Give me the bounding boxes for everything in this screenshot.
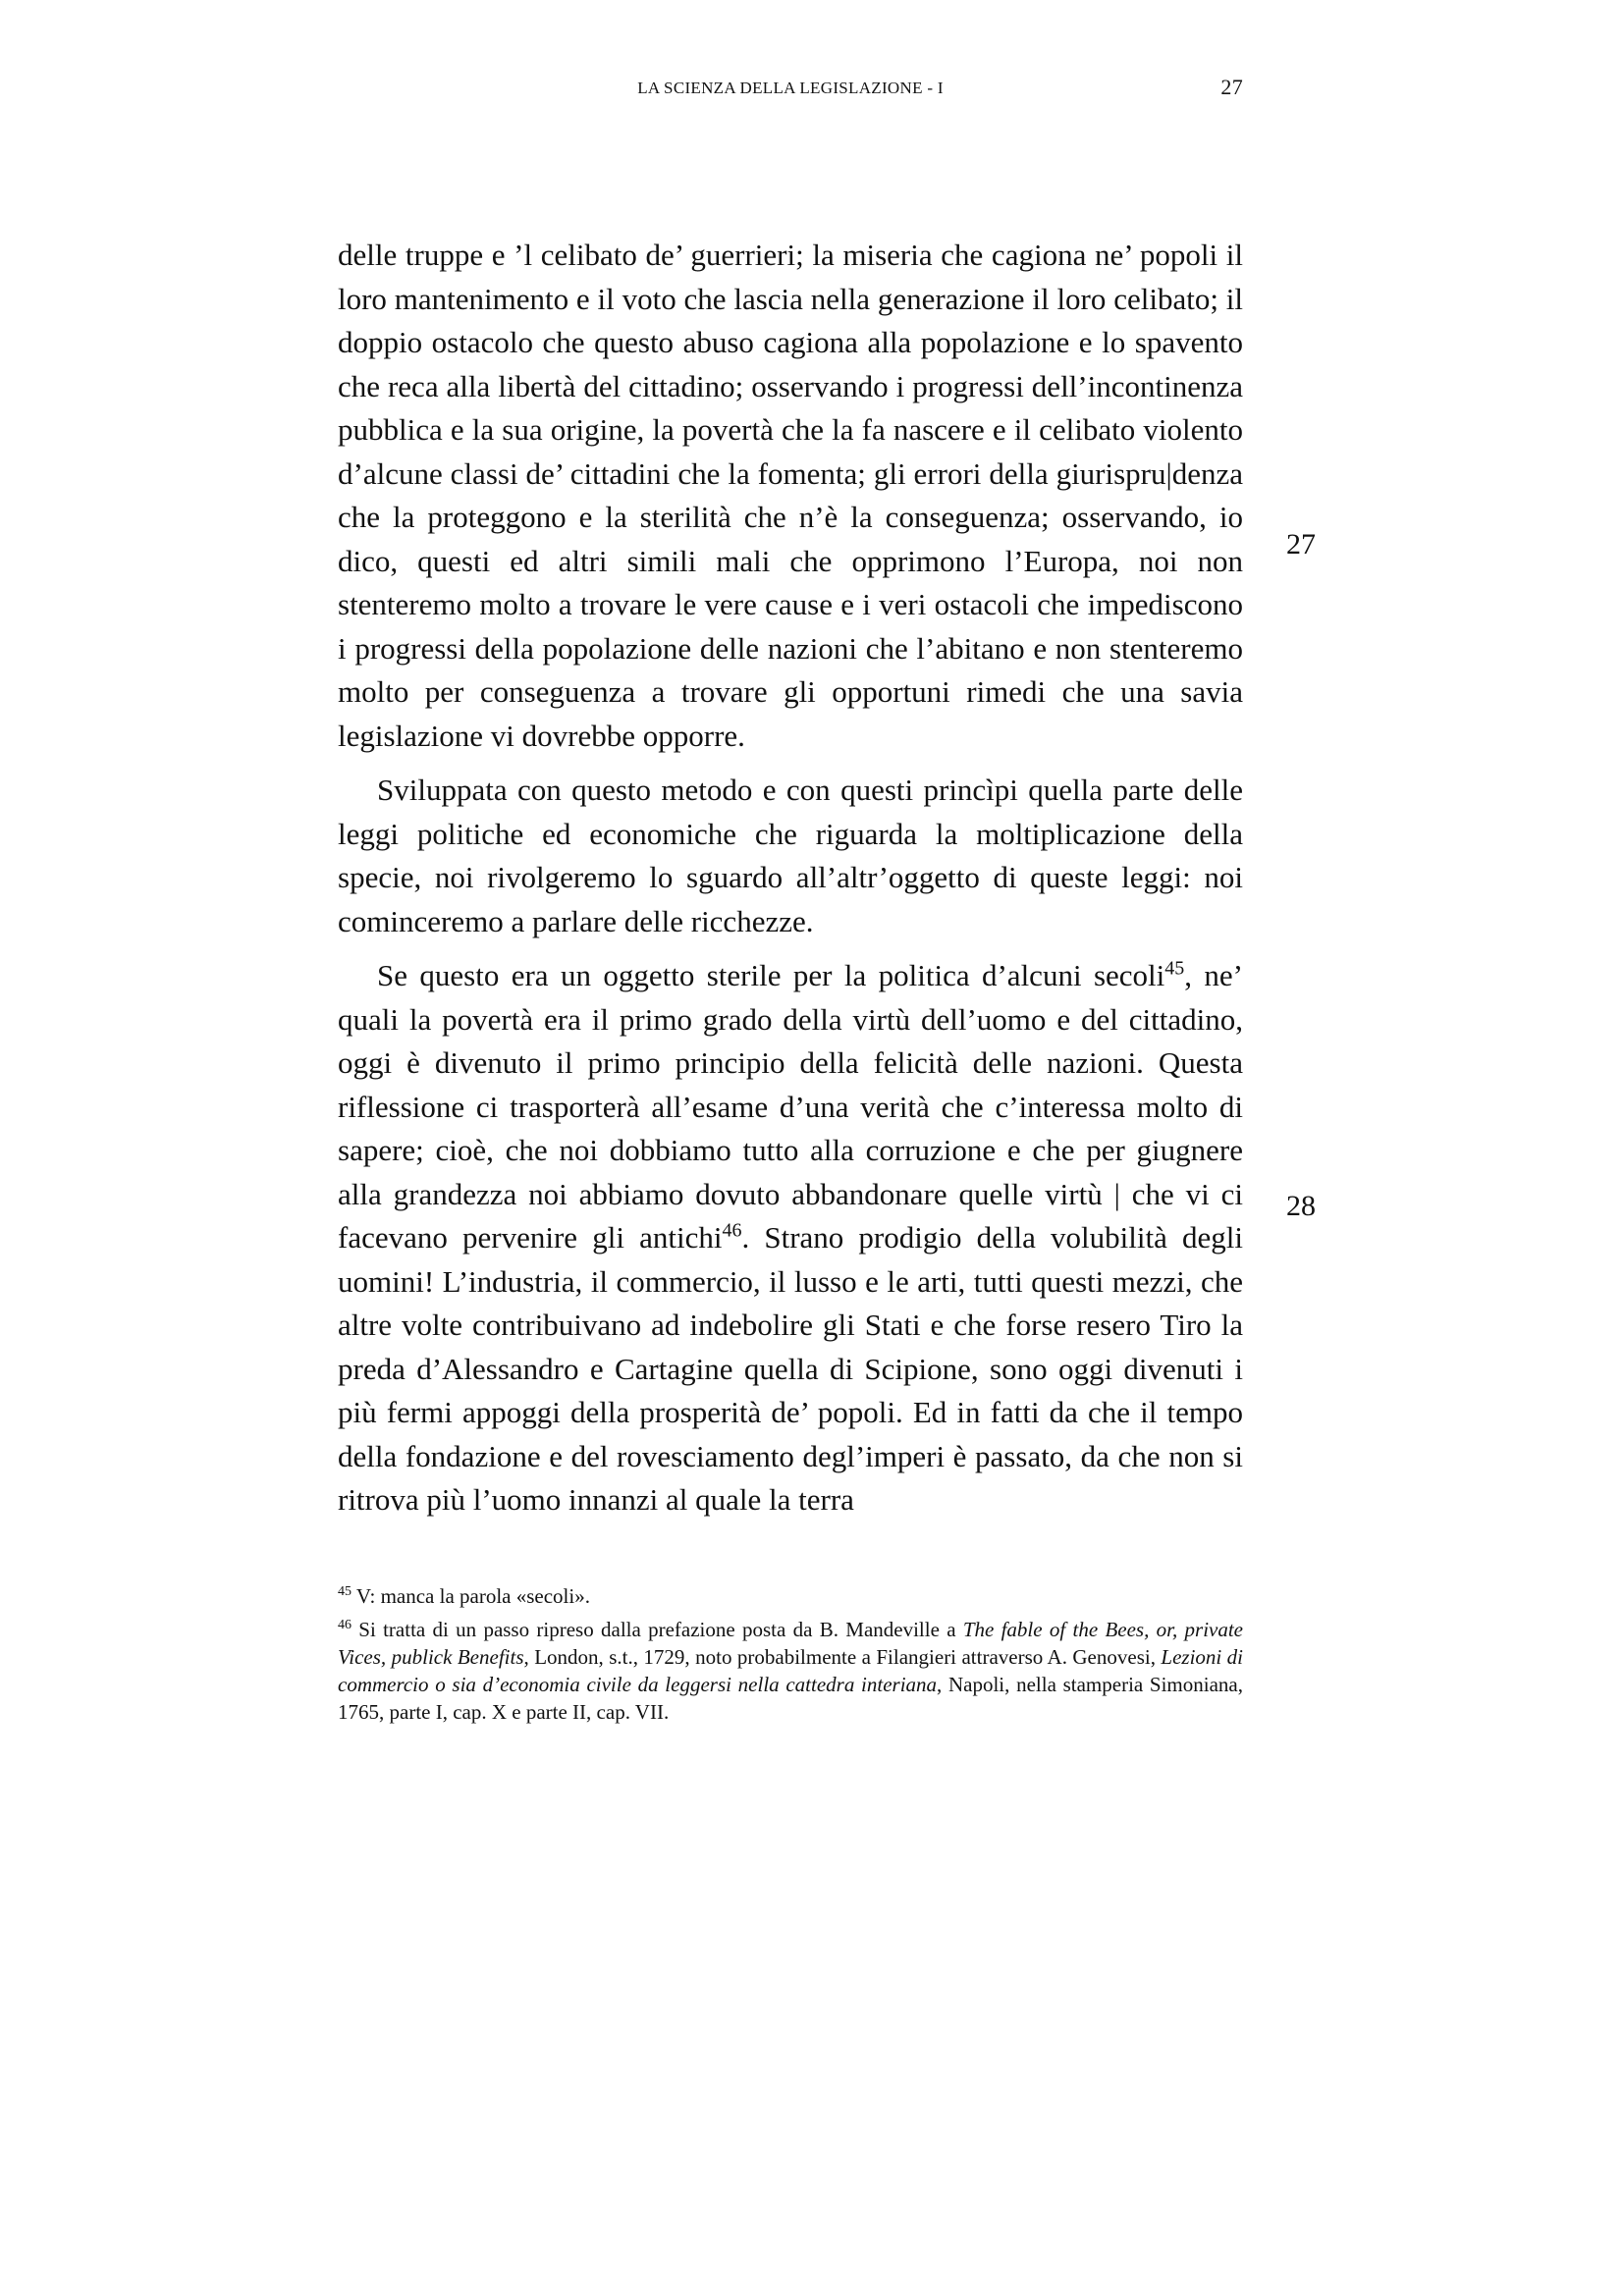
paragraph-3-part-a: Se questo era un oggetto sterile per la politica d’alcuni secoli (377, 958, 1165, 992)
footnote-46-text-3: , Napoli, nella stamperia Simoniana, 1765, parte I, cap. X e parte II, cap. VII. (338, 1673, 1243, 1724)
footnote-ref-45[interactable]: 45 (1164, 957, 1185, 980)
footnote-ref-46[interactable]: 46 (722, 1219, 742, 1242)
footnote-45 (338, 1582, 1243, 1610)
paragraph-2: Sviluppata con questo metodo e con questi princìpi quella parte delle leggi politiche ed economiche che riguarda la moltiplicazione della specie, noi rivolgeremo lo sguardo all’altr’oggetto di queste leggi: noi cominceremo a parlare delle ricchezze. (338, 773, 1243, 938)
paragraph-3-part-c: . Strano prodigio della volubilità degli uomini! L’industria, il commercio, il lusso e le arti, tutti questi mezzi, che altre volte contribuivano ad indebolire gli Stati e che forse resero Tiro la preda d’Alessandro e Cartagine quella di Scipione, sono oggi divenuti i più fermi appoggi della prosperità de’ popoli. Ed in fatti da che il tempo della fondazione e del rovesciamento degl’imperi è passato, da che non si ritrova più l’uomo innanzi al quale la terra (338, 1220, 1243, 1517)
paragraph-1: delle truppe e ’l celibato de’ guerrieri; la miseria che cagiona ne’ popoli il loro mantenimento e il voto che lascia nella generazione il loro celibato; il doppio ostacolo che questo abuso cagiona alla popolazione e lo spavento che reca alla libertà del cittadino; osservando i progressi dell’incontinenza pubblica e la sua origine, la povertà che la fa nascere e il celibato violento d’alcune classi de’ cittadini che la fomenta; gli errori della giurispru|denza che la proteggono e la sterilità che n’è la conseguenza; osservando, io dico, questi ed altri simili mali che opprimono l’Europa, noi non stenteremo molto a trovare le vere cause e i veri ostacoli che impediscono i progressi della popolazione delle nazioni che l’abitano e non stenteremo molto per conseguenza a trovare gli opportuni rimedi che una savia legislazione vi dovrebbe opporre. (338, 238, 1243, 753)
footnote-46-text-2: , London, s.t., 1729, noto probabilmente a Filangieri attraverso A. Genovesi, (523, 1645, 1162, 1669)
footnote-46 (338, 1616, 1243, 1726)
footnote-46-title-1: The fable of the Bees, or, private Vices, publick Benefits (338, 1618, 1244, 1669)
footnote-46-text-1: Si tratta di un passo ripreso dalla prefazione posta da B. Mandeville a (358, 1618, 963, 1641)
main-text (338, 234, 1243, 1522)
paragraph-3-part-b: , ne’ quali la povertà era il primo grado della virtù dell’uomo e del cittadino, oggi è divenuto il primo principio della felicità delle nazioni. Questa riflessione ci trasporterà all’esame d’una verità che c’interessa molto di sapere; cioè, che noi dobbiamo tutto alla corruzione e che per giugnere alla grandezza noi abbiamo dovuto abbandonare quelle virtù | che vi ci facevano pervenire gli antichi (338, 958, 1243, 1255)
running-title: LA SCIENZA DELLA LEGISLAZIONE - I (637, 79, 944, 97)
footnotes (338, 1582, 1243, 1732)
margin-page-number-28: 28 (1286, 1190, 1316, 1222)
paragraph-3 (338, 954, 1243, 1522)
page-number: 27 (1220, 75, 1243, 99)
footnote-46-title-2: Lezioni di commercio o sia d’economia civile da leggersi nella cattedra interiana (338, 1645, 1244, 1696)
footnote-mark-45: 45 (338, 1584, 352, 1599)
margin-page-number-27: 27 (1286, 528, 1316, 561)
footnote-45-text: V: manca la parola «secoli». (355, 1584, 590, 1608)
footnote-mark-46: 46 (338, 1618, 352, 1632)
